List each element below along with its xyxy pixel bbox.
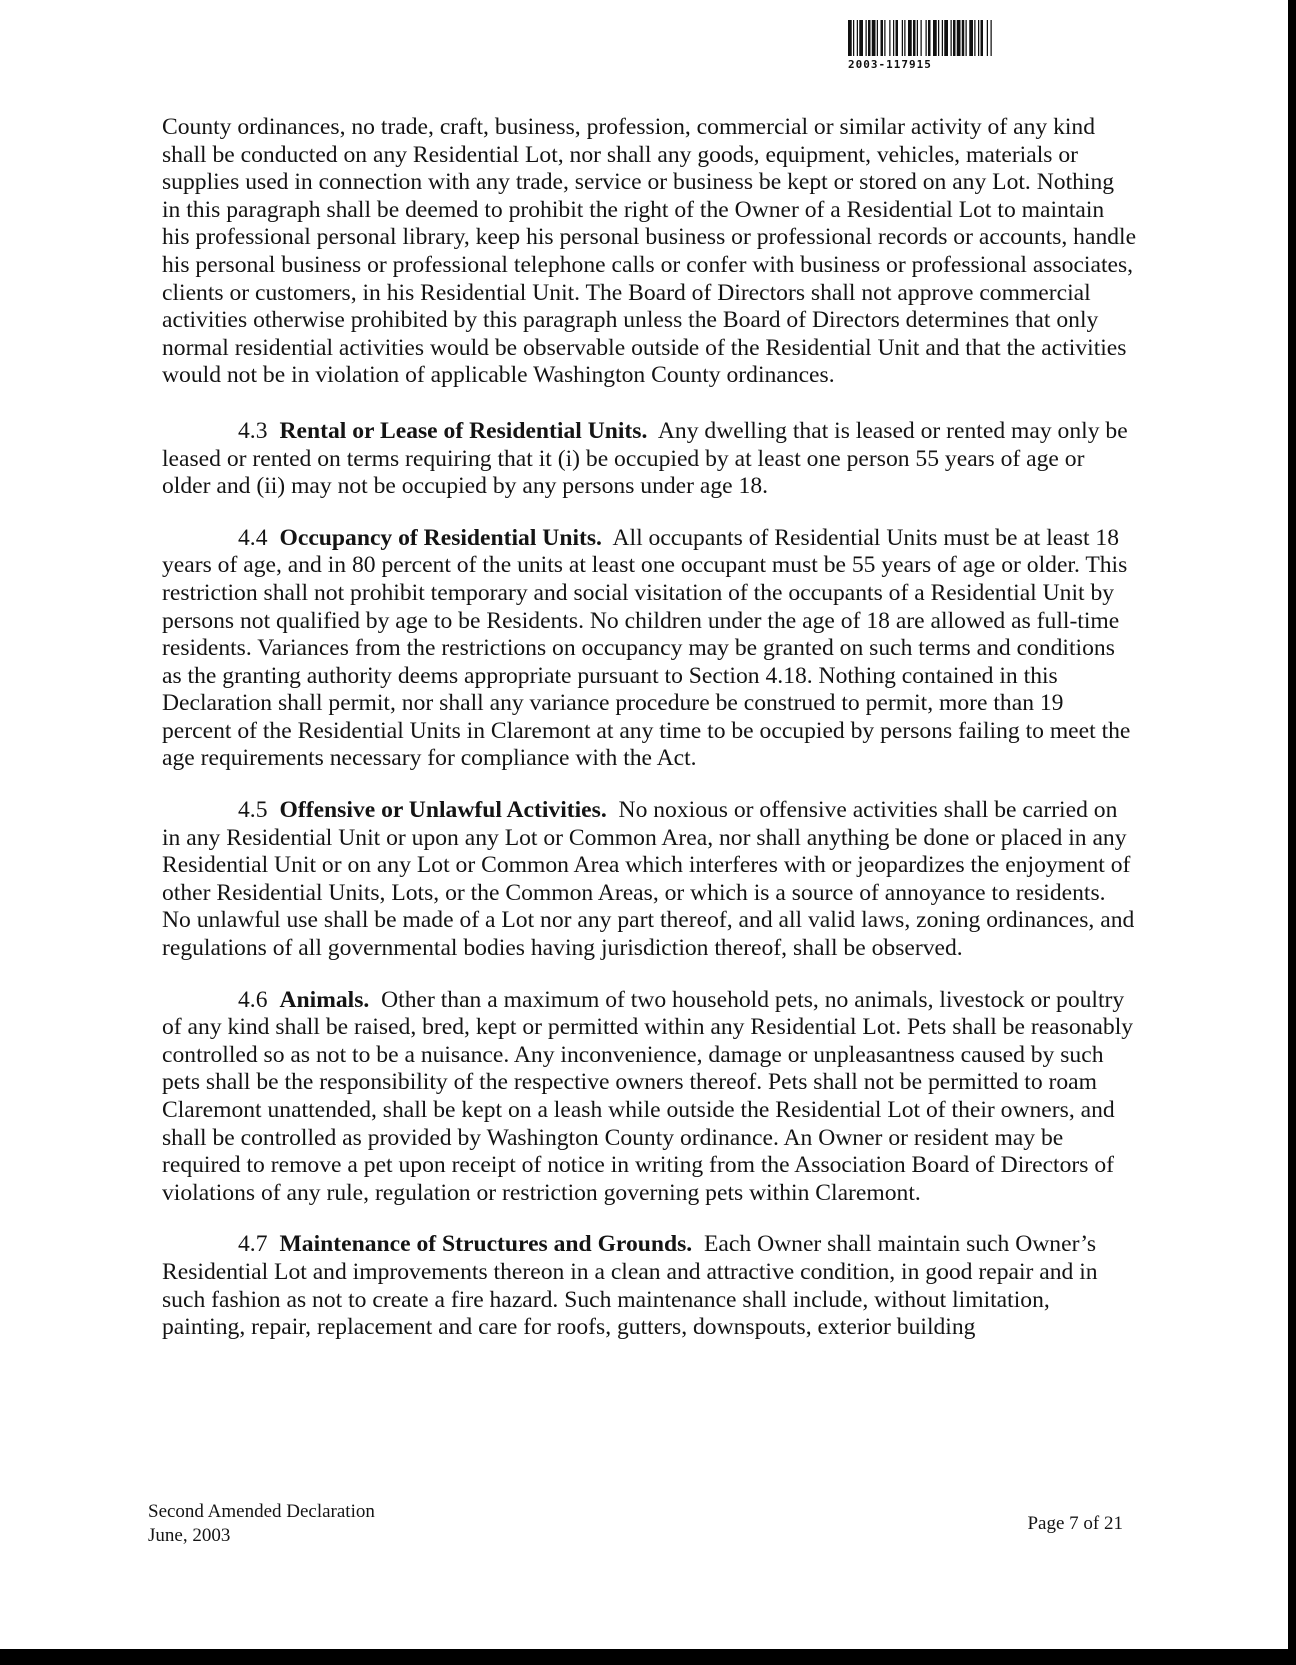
barcode-bar — [848, 20, 852, 56]
barcode-bar — [893, 20, 894, 56]
barcode-bar — [917, 20, 918, 56]
section-4-4 — [162, 525, 1137, 773]
barcode-image — [848, 20, 1080, 56]
section-title: Rental or Lease of Residential Units. — [279, 417, 648, 444]
barcode-bar — [969, 20, 973, 56]
section-body: All occupants of Residential Units must be at least 18 years of age, and in 80 percent of the units at least one occupant must be 55 years of age or older. This restriction shall not prohibit temporary and social visitation of the occupants of a Residential Unit by persons not qualified by age to be Residents. No children under the age of 18 are allowed as full-time residents. Variances from the restrictions on occupancy may be granted on such terms and conditions as the granting authority deems appropriate pursuant to Section 4.18. Nothing contained in this Declaration shall permit, nor shall any variance procedure be construed to permit, more than 19 percent of the Residential Units in Claremont at any time to be occupied by persons failing to meet the age requirements necessary for compliance with the Act. — [162, 524, 1131, 772]
barcode-bar — [908, 20, 912, 56]
barcode-bar — [966, 20, 967, 56]
section-number: 4.3 — [238, 417, 268, 444]
document-number: 2003-117915 — [848, 58, 932, 71]
section-body: Each Owner shall maintain such Owner’s Residential Lot and improvements thereon in a clean and attractive condition, in good repair and in such fashion as not to create a fire hazard. Such maintenance shall include, without limitation, painting, repair, replacement and care for roofs, gutters, downspouts, exterior building — [162, 1231, 1098, 1341]
section-number: 4.6 — [238, 986, 268, 1013]
barcode-bar — [884, 20, 885, 56]
barcode-bar — [921, 20, 922, 56]
barcode-bar — [889, 20, 890, 56]
barcode-bar — [944, 20, 948, 56]
section-title: Occupancy of Residential Units. — [279, 524, 602, 551]
section-4-5 — [162, 797, 1137, 963]
document-body — [162, 114, 1137, 1366]
section-title: Offensive or Unlawful Activities. — [279, 797, 607, 824]
section-4-6 — [162, 987, 1137, 1208]
barcode-bar — [857, 20, 858, 56]
barcode-bar — [881, 20, 884, 56]
barcode-bar — [942, 20, 943, 56]
section-title: Animals. — [279, 986, 370, 1013]
barcode-bar — [951, 20, 952, 56]
barcode-bar — [978, 20, 979, 56]
barcode-bar — [868, 20, 871, 56]
section-body: Any dwelling that is leased or rented may only be leased or rented on terms requiring that it (i) be occupied by at least one person 55 years of age or older and (ii) may not be occupied by any persons under age 18. — [162, 417, 1128, 500]
section-body: Other than a maximum of two household pets, no animals, livestock or poultry of any kind shall be raised, bred, kept or permitted within any Residential Lot. Pets shall be reasonably controlled so as not to be a nuisance. Any inconvenience, damage or unpleasantness caused by such pets shall be the responsibility of the respective owners thereof. Pets shall not be permitted to roam Claremont unattended, shall be kept on a leash while outside the Residential Lot of their owners, and shall be controlled as provided by Washington County ordinance. An Owner or resident may be required to remove a pet upon receipt of notice in writing from the Association Board of Directors of violations of any rule, regulation or restriction governing pets within Claremont. — [162, 986, 1134, 1206]
barcode-bar — [962, 20, 965, 56]
barcode-bar — [957, 20, 961, 56]
footer-doc-date: June, 2003 — [148, 1525, 231, 1546]
section-number: 4.5 — [238, 797, 268, 824]
barcode-block — [848, 20, 1080, 71]
section-body: No noxious or offensive activities shall be carried on in any Residential Unit or upon any Lot or Common Area, nor shall anything be done or placed in any Residential Unit or on any Lot or Common Area which interferes with or jeopardizes the enjoyment of other Residential Units, Lots, or the Common Areas, or which is a source of annoyance to residents. No unlawful use shall be made of a Lot nor any part thereof, and all valid laws, zoning ordinances, and regulations of all governmental bodies having jurisdiction thereof, shall be observed. — [162, 797, 1135, 962]
footer-doc-info — [148, 1500, 375, 1548]
barcode-bar — [913, 20, 916, 56]
barcode-bar — [866, 20, 867, 56]
barcode-bar — [981, 20, 984, 56]
section-4-7 — [162, 1231, 1137, 1341]
barcode-bar — [987, 20, 988, 56]
page-number: Page 7 of 21 — [1027, 1513, 1123, 1534]
intro-paragraph: County ordinances, no trade, craft, business, profession, commercial or similar activity of any kind shall be conducted on any Residential Lot, nor shall any goods, equipment, vehicles, materials or supplies used in connection with any trade, service or business be kept or stored on any Lot. Nothing in this paragraph shall be deemed to prohibit the right of the Owner of a Residential Lot to maintain his professional personal library, keep his personal business or professional records or accounts, handle his personal business or professional telephone calls or confer with business or professional associates, clients or customers, in his Residential Unit. The Board of Directors shall not approve commercial activities otherwise prohibited by this paragraph unless the Board of Directors determines that only normal residential activities would be observable outside of the Residential Unit and that the activities would not be in violation of applicable Washington County ordinances. — [162, 114, 1137, 389]
barcode-bar — [928, 20, 931, 56]
barcode-bar — [933, 20, 937, 56]
barcode-bar — [896, 20, 899, 56]
barcode-bar — [953, 20, 956, 56]
barcode-bar — [991, 20, 992, 56]
barcode-bar — [877, 20, 878, 56]
footer-doc-title: Second Amended Declaration — [148, 1501, 375, 1522]
section-number: 4.7 — [238, 1231, 268, 1258]
barcode-bar — [872, 20, 876, 56]
barcode-bar — [938, 20, 939, 56]
barcode-bar — [974, 20, 975, 56]
section-4-3 — [162, 418, 1137, 501]
barcode-bar — [853, 20, 854, 56]
barcode-bar — [926, 20, 927, 56]
section-title: Maintenance of Structures and Grounds. — [279, 1231, 693, 1258]
barcode-bar — [904, 20, 905, 56]
barcode-bar — [859, 20, 863, 56]
barcode-bar — [902, 20, 903, 56]
section-number: 4.4 — [238, 524, 268, 551]
